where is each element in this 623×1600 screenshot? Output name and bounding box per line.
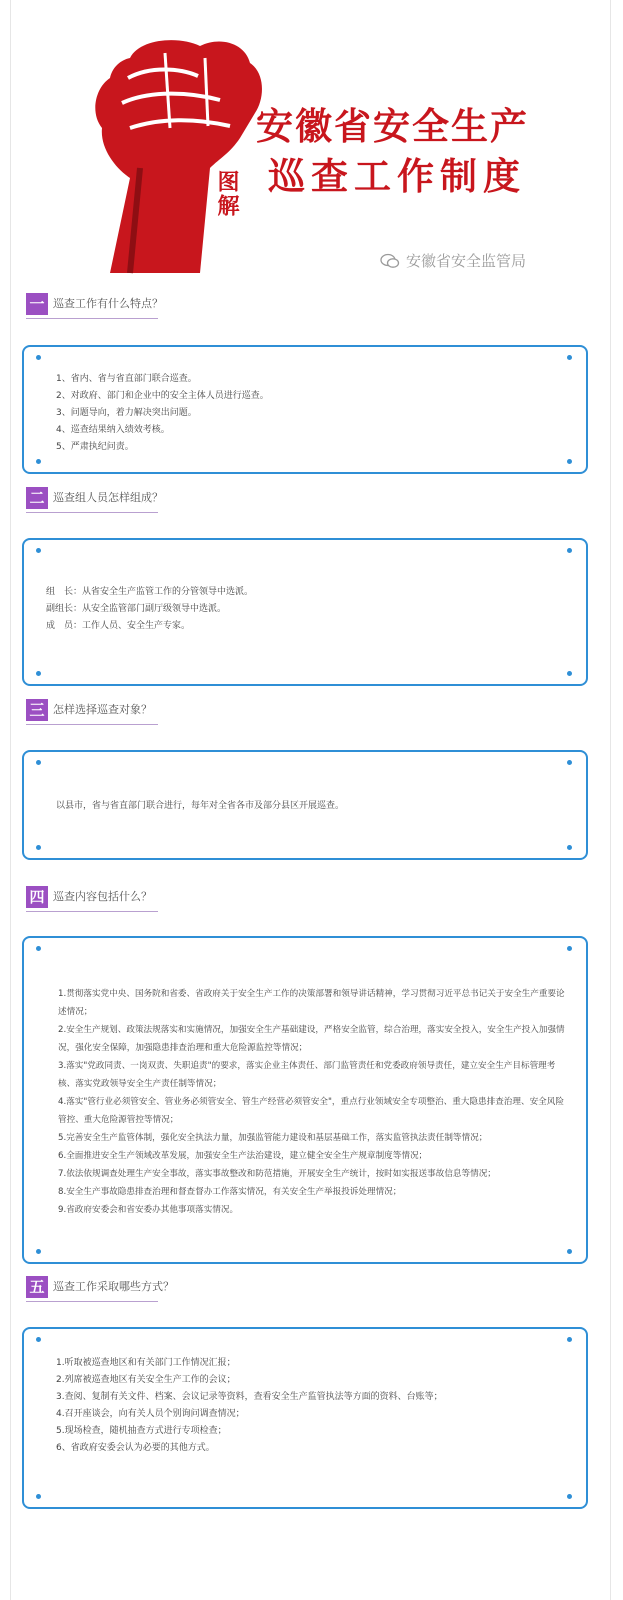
section-header-4: [26, 886, 158, 912]
section-question: 巡查工作有什么特点？: [53, 297, 163, 310]
list-item: 4、巡查结果纳入绩效考核。: [56, 425, 170, 435]
list-item: 副组长：从安全监管部门副厅级领导中选派。: [46, 604, 227, 614]
raised-fist-icon: [70, 18, 270, 278]
list-item: 6、省政府安委会认为必要的其他方式。: [56, 1443, 215, 1453]
list-item: 3、问题导向，着力解决突出问题。: [56, 408, 197, 418]
item-list: [56, 371, 566, 456]
section-number: 五: [26, 1276, 48, 1298]
corner-dot: [36, 355, 41, 360]
corner-dot: [36, 459, 41, 464]
list-item: 1、省内、省与省直部门联合巡查。: [56, 374, 197, 384]
corner-dot: [567, 1249, 572, 1254]
page-title-line1: 安徽省安全生产: [256, 104, 529, 148]
corner-dot: [567, 946, 572, 951]
section-number: 三: [26, 699, 48, 721]
corner-dot: [36, 671, 41, 676]
section-header-5: [26, 1276, 174, 1302]
corner-dot: [567, 459, 572, 464]
corner-dot: [567, 671, 572, 676]
list-item: 7.依法依规调查处理生产安全事故，落实事故整改和防范措施，开展安全生产统计，按时如实报送事故信息等情况；: [58, 1169, 496, 1179]
content-box-4: [22, 936, 588, 1264]
list-item: 4.落实"管行业必须管安全、管业务必须管安全、管生产经营必须管安全"，重点行业领域安全专项整治、重大隐患排查治理、安全风险管控、重大危险源管控等情况；: [58, 1097, 564, 1125]
list-item: 1.听取被巡查地区和有关部门工作情况汇报；: [56, 1358, 236, 1368]
list-item: 5.完善安全生产监管体制，强化安全执法力量，加强监管能力建设和基层基础工作，落实监管执法责任制等情况；: [58, 1133, 488, 1143]
section-question: 怎样选择巡查对象？: [53, 703, 152, 716]
page-title-line2: 巡查工作制度: [268, 154, 526, 198]
section-number: 四: [26, 886, 48, 908]
corner-dot: [36, 760, 41, 765]
section-question: 巡查组人员怎样组成？: [53, 491, 163, 504]
list-item: 2、对政府、部门和企业中的安全主体人员进行巡查。: [56, 391, 269, 401]
corner-dot: [567, 1494, 572, 1499]
item-list: [58, 985, 572, 1219]
watermark: [380, 250, 526, 271]
corner-dot: [36, 1337, 41, 1342]
list-item: 2.列席被巡查地区有关安全生产工作的会议；: [56, 1375, 236, 1385]
corner-dot: [36, 946, 41, 951]
corner-dot: [567, 355, 572, 360]
list-item: 5、严肃执纪问责。: [56, 442, 134, 452]
section-underline: [26, 724, 158, 725]
list-item: 成 员：工作人员、安全生产专家。: [46, 621, 191, 631]
section-number: 一: [26, 293, 48, 315]
list-item: 8.安全生产事故隐患排查治理和督查督办工作落实情况，有关安全生产举报投诉处理情况；: [58, 1187, 402, 1197]
section-header-3: [26, 699, 158, 725]
content-box-5: [22, 1327, 588, 1509]
list-item: 4.召开座谈会，向有关人员个别询问调查情况；: [56, 1409, 245, 1419]
corner-dot: [36, 845, 41, 850]
corner-dot: [567, 845, 572, 850]
corner-dot: [567, 1337, 572, 1342]
corner-dot: [36, 1249, 41, 1254]
header-banner: [0, 0, 623, 290]
corner-dot: [567, 548, 572, 553]
item-list: [56, 1355, 566, 1457]
section-underline: [26, 911, 158, 912]
section-underline: [26, 1301, 158, 1302]
section-underline: [26, 512, 158, 513]
section-header-2: [26, 487, 163, 513]
content-box-3: [22, 750, 588, 860]
content-box-1: [22, 345, 588, 474]
list-item: 组 长：从省安全生产监管工作的分管领导中选派。: [46, 587, 254, 597]
list-item: 9.省政府安委会和省安委办其他事项落实情况。: [58, 1205, 239, 1215]
list-item: 3.查阅、复制有关文件、档案、会议记录等资料，查看安全生产监管执法等方面的资料、台账等；: [56, 1392, 443, 1402]
list-item: 2.安全生产规划、政策法规落实和实施情况，加强安全生产基础建设，严格安全监管，综合治理，落实安全投入，安全生产投入加强情况，强化安全保障，加强隐患排查治理和重大危险源监控等情况；: [58, 1025, 565, 1053]
section-number: 二: [26, 487, 48, 509]
section-question: 巡查内容包括什么？: [53, 890, 152, 903]
watermark-text: 安徽省安全监管局: [406, 252, 527, 270]
corner-dot: [36, 1494, 41, 1499]
list-item: 3.落实"党政同责、一岗双责、失职追责"的要求，落实企业主体责任、部门监管责任和党委政府领导责任，建立安全生产目标管理考核、落实党政领导安全生产责任制等情况；: [58, 1061, 556, 1089]
list-item: 5.现场检查，随机抽查方式进行专项检查；: [56, 1426, 227, 1436]
item-list: [56, 798, 566, 815]
list-item: 1.贯彻落实党中央、国务院和省委、省政府关于安全生产工作的决策部署和领导讲话精神，学习贯彻习近平总书记关于安全生产重要论述情况；: [58, 989, 565, 1017]
list-item: 以县市，省与省直部门联合进行，每年对全省各市及部分县区开展巡查。: [56, 801, 345, 811]
wechat-icon: [380, 253, 400, 269]
corner-dot: [567, 760, 572, 765]
section-question: 巡查工作采取哪些方式？: [53, 1280, 174, 1293]
badge-label: 图解: [214, 170, 239, 218]
section-underline: [26, 318, 158, 319]
item-list: [46, 584, 566, 635]
list-item: 6.全面推进安全生产领域改革发展，加强安全生产法治建设，建立健全安全生产规章制度等情况；: [58, 1151, 428, 1161]
content-box-2: [22, 538, 588, 686]
corner-dot: [36, 548, 41, 553]
section-header-1: [26, 293, 163, 319]
